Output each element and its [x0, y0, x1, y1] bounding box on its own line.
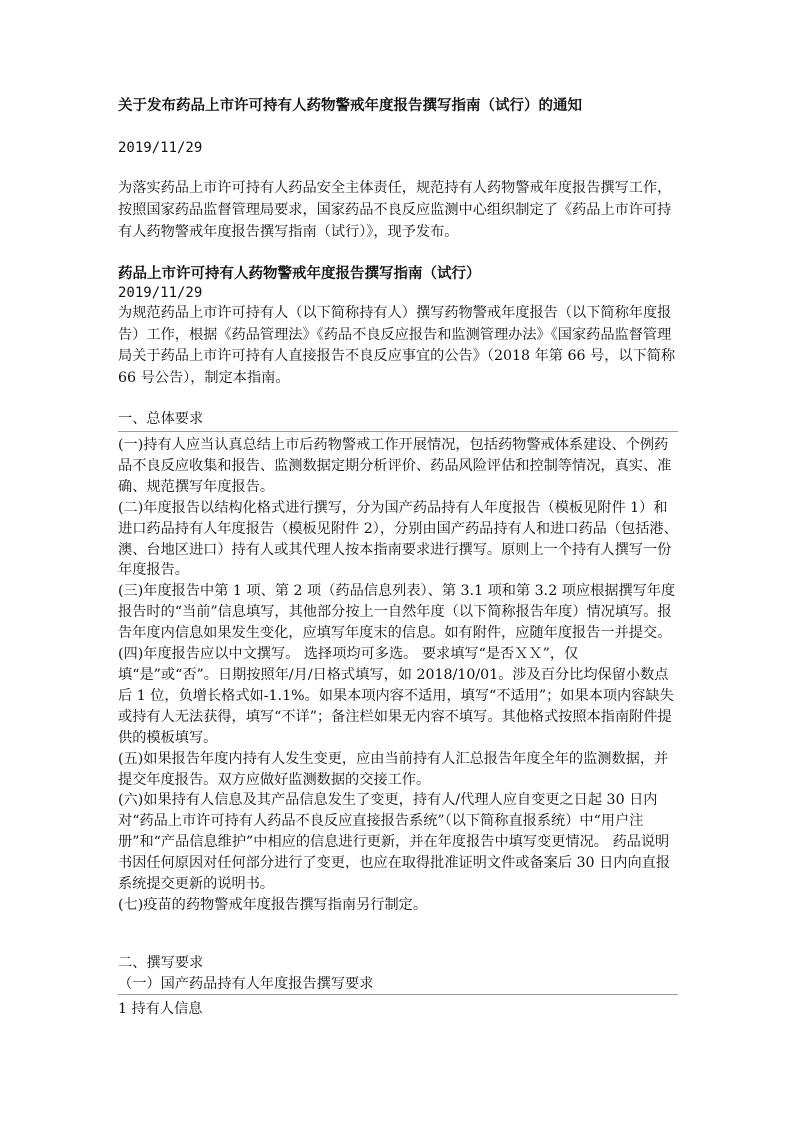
notice-title: 关于发布药品上市许可持有人药物警戒年度报告撰写指南（试行）的通知 — [118, 98, 582, 114]
general-requirements-list — [118, 435, 678, 916]
section-heading-general: 一、总体要求 — [118, 411, 204, 427]
holder-info-item: 1 持有人信息 — [118, 1001, 203, 1017]
requirement-item: (五)如果报告年度内持有人发生变更，应由当前持有人汇总报告年度全年的监测数据，并提交年度报告。双方应做好监测数据的交接工作。 — [118, 750, 669, 788]
requirement-item: (六)如果持有人信息及其产品信息发生了变更，持有人/代理人应自变更之日起 30 日内对“药品上市许可持有人药品不良反应直接报告系统”（以下简称直报系统）中“用户注册”和“产品信息维护”中相应的信息进行更新，并在年度报告中填写变更情况。 药品说明书因任何原因对任何部分进行了变更，也应在取得批准证明文件或备案后 30 日内向直报系统提交更新的说明书。 — [118, 792, 671, 893]
section-heading-writing: 二、撰写要求 — [118, 955, 204, 971]
guide-title: 药品上市许可持有人药物警戒年度报告撰写指南（试行） — [118, 266, 481, 282]
notice-body: 为落实药品上市许可持有人药品安全主体责任，规范持有人药物警戒年度报告撰写工作，按照国家药品监督管理局要求，国家药品不良反应监测中心组织制定了《药品上市许可持有人药物警戒年度报告撰写指南（试行）》，现予发布。 — [118, 180, 672, 240]
requirement-item: (二)年度报告以结构化格式进行撰写，分为国产药品持有人年度报告（模板见附件 1）和进口药品持有人年度报告（模板见附件 2），分别由国产药品持有人和进口药品（包括港、澳、台地区进口）持有人或其代理人按本指南要求进行撰写。原则上一个持有人撰写一份年度报告。 — [118, 499, 678, 579]
guide-intro: 为规范药品上市许可持有人（以下简称持有人）撰写药物警戒年度报告（以下简称年度报告）工作，根据《药品管理法》《药品不良反应报告和监测管理办法》《国家药品监督管理局关于药品上市许可持有人直接报告不良反应事宜的公告》（2018 年第 66 号，以下简称 66 号公告），制定本指南。 — [118, 305, 676, 386]
notice-date: 2019/11/29 — [118, 140, 203, 156]
divider-line — [118, 994, 678, 995]
requirement-item: (七)疫苗的药物警戒年度报告撰写指南另行制定。 — [118, 896, 428, 913]
divider-line — [118, 431, 678, 432]
requirement-item: (三)年度报告中第 1 项、第 2 项（药品信息列表）、第 3.1 项和第 3.2 项应根据撰写年度报告时的“当前”信息填写，其他部分按上一自然年度（以下简称报告年度）情况填写。报告年度内信息如果发生变化，应填写年度末的信息。如有附件，应随年度报告一并提交。 — [118, 583, 676, 642]
subsection-heading-domestic: （一）国产药品持有人年度报告撰写要求 — [118, 976, 374, 992]
guide-date: 2019/11/29 — [118, 285, 203, 301]
requirement-item: (一)持有人应当认真总结上市后药物警戒工作开展情况，包括药物警戒体系建设、个例药品不良反应收集和报告、监测数据定期分析评价、药品风险评估和控制等情况，真实、准确、规范撰写年度报告。 — [118, 437, 672, 495]
requirement-item: (四)年度报告应以中文撰写。 选择项均可多选。 要求填写“是否ＸＸ”，仅填“是”或“否”。日期按照年/月/日格式填写，如 2018/10/01。涉及百分比均保留小数点后 1 位，负增长格式如-1.1%。如果本项内容不适用，填写“不适用”；如果本项内容缺失或持有人无法获得，填写“不详”；备注栏如果无内容不填写。其他格式按照本指南附件提供的模板填写。 — [118, 646, 674, 746]
